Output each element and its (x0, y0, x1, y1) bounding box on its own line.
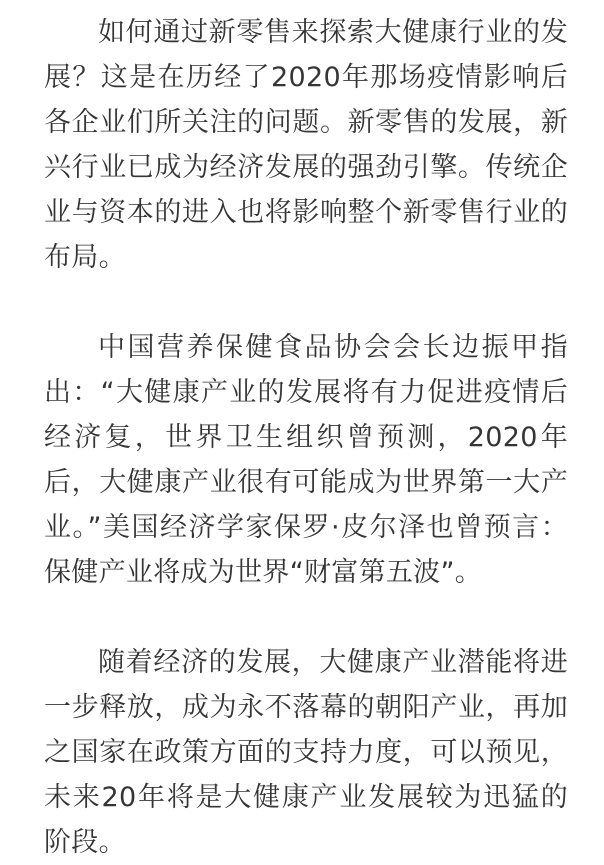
paragraph-new-retail: 如何通过新零售来探索大健康行业的发展？这是在历经了2020年那场疫情影响后各企业们所关注的问题。新零售的发展，新兴行业已成为经济发展的强劲引擎。传统企业与资本的进入也将影响整个新零售行业的布局。 (44, 17, 568, 273)
paragraph-association-quote: 中国营养保健食品协会会长边振甲指出：“大健康产业的发展将有力促进疫情后经济复，世界卫生组织曾预测，2020年后，大健康产业很有可能成为世界第一大产业。”美国经济学家保罗·皮尔泽也曾预言：保健产业将成为世界“财富第五波”。 (44, 332, 568, 588)
paragraph-outlook: 随着经济的发展，大健康产业潜能将进一步释放，成为永不落幕的朝阳产业，再加之国家在政策方面的支持力度，可以预见，未来20年将是大健康产业发展较为迅猛的阶段。 (44, 647, 568, 858)
